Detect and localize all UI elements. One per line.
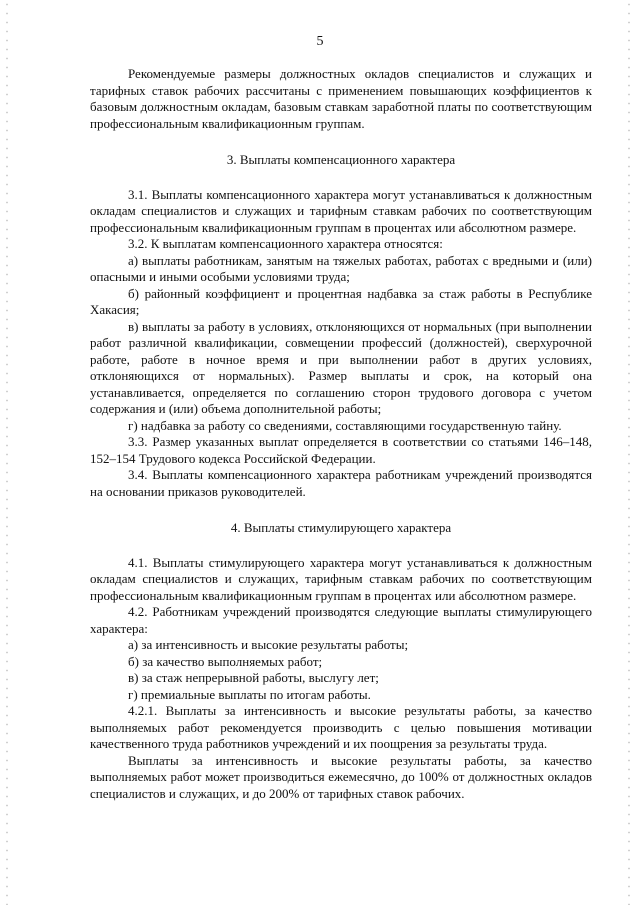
paragraph-3-3: 3.3. Размер указанных выплат определяется в соответствии со статьями 146–148, 152–154 Трудового кодекса Российской Федерации. [90, 434, 592, 466]
paragraph-final: Выплаты за интенсивность и высокие результаты работы, за качество выполняемых работ может производиться ежемесячно, до 100% от должностных окладов специалистов и служащих, и до 200% от тарифных ставок рабочих. [90, 752, 592, 801]
list-item-4-v: в) за стаж непрерывной работы, выслугу лет; [128, 670, 379, 685]
section-3-heading: 3. Выплаты компенсационного характера [226, 152, 456, 167]
paragraph-3-2: 3.2. К выплатам компенсационного характера относятся: [128, 236, 443, 251]
list-item-3-v: в) выплаты за работу в условиях, отклоняющихся от нормальных (при выполнении работ различной квалификации, совмещении профессий (должностей), сверхурочной работе, работе в ночное время и при выполнении работ в других условиях, отклоняющихся от нормальных). Размер выплаты и срок, на который она устанавливается, определяется по соглашению сторон трудового договора с учетом содержания и (или) объема дополнительной работы; [90, 318, 592, 416]
list-item-4-b: б) за качество выполняемых работ; [128, 653, 323, 669]
list-item-3-a: а) выплаты работникам, занятым на тяжелых работах, работах с вредными и (или) опасными и иными особыми условиями труда; [90, 252, 592, 284]
paragraph-3-4: 3.4. Выплаты компенсационного характера работникам учреждений производятся на основании приказов руководителей. [90, 467, 592, 499]
paragraph-4-1: 4.1. Выплаты стимулирующего характера могут устанавливаться к должностным окладам специалистов и служащих, тарифным ставкам рабочих по соответствующим профессиональным квалификационным группам в процентах или абсолютном размере. [90, 554, 592, 603]
paragraph-4-2-1: 4.2.1. Выплаты за интенсивность и высокие результаты работы, за качество выполняемых работ рекомендуется производить с целью повышения мотивации качественного труда работников учреждений и их поощрения за результаты труда. [90, 703, 592, 751]
paragraph-4-2: 4.2. Работникам учреждений производятся следующие выплаты стимулирующего характера: [90, 604, 592, 636]
list-item-4-g: г) премиальные выплаты по итогам работы. [128, 686, 371, 702]
scan-edge-left [6, 0, 8, 905]
intro-paragraph: Рекомендуемые размеры должностных окладов специалистов и служащих и тарифных ставок рабочих рассчитаны с применением повышающих коэффициентов к базовым должностным окладам, базовым ставкам заработной платы по соответствующим профессиональным квалификационным группам. [90, 66, 592, 131]
list-item-3-b: б) районный коэффициент и процентная надбавка за стаж работы в Республике Хакасия; [90, 285, 592, 317]
section-4-heading: 4. Выплаты стимулирующего характера [230, 520, 452, 535]
scan-edge-right [628, 0, 630, 905]
document-body [90, 66, 592, 802]
list-item-4-a: а) за интенсивность и высокие результаты работы; [128, 637, 409, 652]
page-number: 5 [316, 34, 324, 49]
list-item-3-g: г) надбавка за работу со сведениями, составляющими государственную тайну. [128, 417, 562, 433]
paragraph-3-1: 3.1. Выплаты компенсационного характера могут устанавливаться к должностным окладам специалистов и служащих и тарифным ставкам рабочих по соответствующим профессиональным квалификационным группам в процентах или абсолютном размере. [90, 186, 592, 235]
